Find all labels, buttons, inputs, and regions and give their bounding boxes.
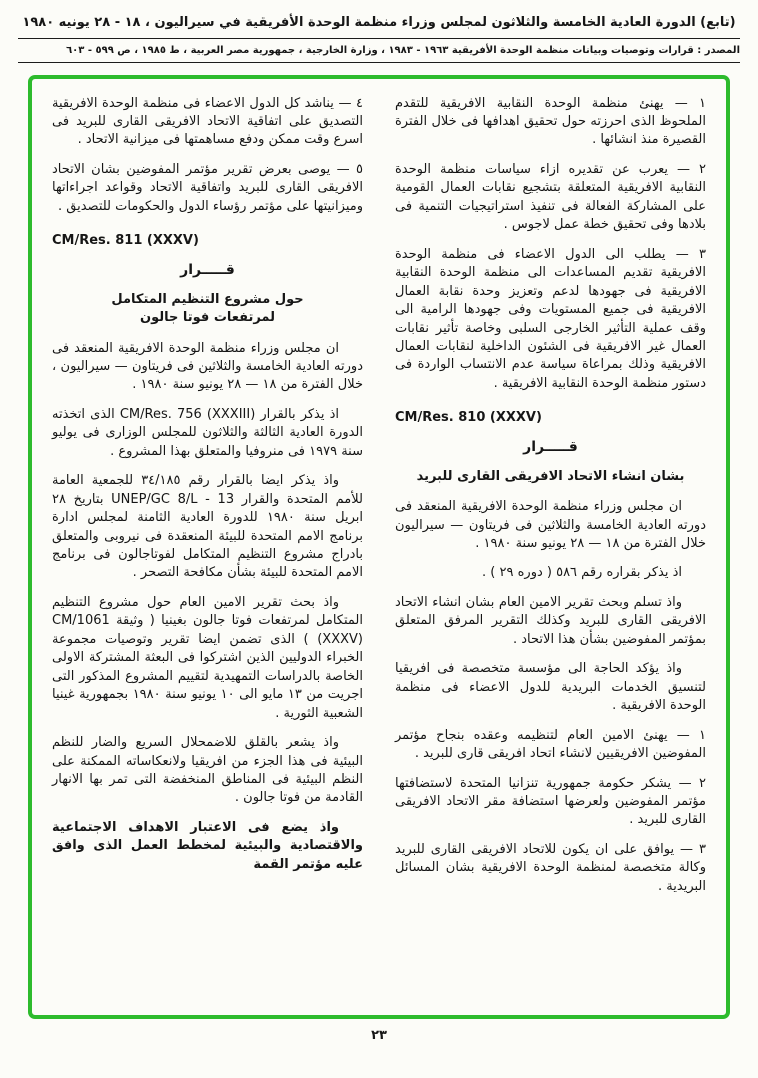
resolution-word: قـــــرار (523, 438, 578, 455)
column-left (52, 95, 363, 1007)
numbered-item-4: ٤ — يناشد كل الدول الاعضاء فى منظمة الوحدة الافريقية التصديق على اتفاقية الاتحاد الافريقى القارى للبريد فى اسرع وقت ممكن ودفع مساهمتها فى ميزانية الاتحاد . (52, 95, 363, 148)
paragraph: واذ بحث تقرير الامين العام حول مشروع التنظيم المتكامل لمرتفعات فوتا جالون بغينيا ( وثيقة CM/1061 (XXXV) ) الذى تضمن ايضا تقرير وتوصيات مجموعة الخبراء الدوليين الذين اشتركوا فى البعثة المشتركة الاولى الخاصة بالدراسات التمهيدية لتقييم المشروع المذكور التى اجريت من ١٣ مايو الى ١٠ يونيو سنة ١٩٨٠ بجمهورية غينيا الشعبية الثورية . (52, 594, 363, 721)
resolution-ref-810: CM/Res. 810 (XXXV) (395, 410, 542, 426)
paragraph: ان مجلس وزراء منظمة الوحدة الافريقية المنعقد فى دورته العادية الخامسة والثلاثين فى فريتاون — سيراليون ، خلال الفترة من ١٨ — ٢٨ يونيو سنة ١٩٨٠ . (52, 340, 363, 393)
paragraph: واذ يؤكد الحاجة الى مؤسسة متخصصة فى افريقيا لتنسيق الخدمات البريدية للدول الاعضاء فى منظمة الوحدة الافريقية . (395, 661, 706, 714)
paragraph-bold-lead: واذ يضع فى الاعتبار الاهداف الاجتماعية والاقتصادية والبيئية لمخطط العمل الذى وافق عليه مؤتمر القمة (52, 819, 363, 872)
header-divider-top (18, 38, 740, 39)
header-title: (تابع) الدورة العادية الخامسة والثلاثون لمجلس وزراء منظمة الوحدة الأفريقية في سيراليون ، ١٨ - ٢٨ يونيه ١٩٨٠ (22, 15, 736, 30)
page-header (0, 0, 758, 63)
column-right (395, 95, 706, 1007)
paragraph: ان مجلس وزراء منظمة الوحدة الافريقية المنعقد فى دورته العادية الخامسة والثلاثين فى فريتاون — سيراليون خلال الفترة من ١٨ — ٢٨ يونيو سنة ١٩٨٠ . (395, 499, 706, 552)
header-divider-bottom (18, 62, 740, 63)
numbered-item-5: ٥ — يوصى بعرض تقرير مؤتمر المفوضين بشان الاتحاد الافريقى القارى للبريد واتفاقية الاتحاد وقواعد اجراءاتها وميزانيتها على مؤتمر رؤساء الدول والحكومات للتصديق . (52, 161, 363, 214)
resolution-ref-811: CM/Res. 811 (XXXV) (52, 233, 199, 249)
resolution-811-title: حول مشروع التنظيم المتكامل لمرتفعات فوتا جالون (111, 291, 304, 326)
two-column-layout (52, 95, 706, 1007)
header-source-line: المصدر : قرارات وتوصيات وبيانات منظمة الوحدة الأفريقية ١٩٦٣ - ١٩٨٣ ، وزارة الخارجية ، جمهورية مصر العربية ، ط ١٩٨٥ ، ص ٥٩٩ - ٦٠٣ (66, 44, 740, 56)
numbered-item-2: ٢ — يعرب عن تقديره ازاء سياسات منظمة الوحدة النقابية الافريقية المتعلقة بتشجيع نقابات العمال القومية على المشاركة الفعالة فى تنفيذ استراتيجيات التنمية فى بلادها وفى تحقيق خطة عمل لاجوس . (395, 161, 706, 233)
resolution-810-title: بشان انشاء الاتحاد الافريقى القارى للبريد (416, 468, 685, 484)
paragraph: واذ يشعر بالقلق للاضمحلال السريع والضار للنظم البيئية فى هذا الجزء من افريقيا ولانعكاساته الممكنة على النظم البيئية فى المناطق المنخفضة التى تمر بها الانهار القادمة من فوتا جالون . (52, 735, 363, 806)
green-frame (28, 75, 730, 1019)
paragraph: اذ يذكر بقراره رقم ٥٨٦ ( دوره ٢٩ ) . (482, 565, 682, 581)
numbered-item-3b: ٣ — يوافق على ان يكون للاتحاد الافريقى القارى للبريد وكالة متخصصة لمنظمة الوحدة الافريقية بشان المسائل البريدية . (395, 841, 706, 894)
numbered-item-1b: ١ — يهنئ الامين العام لتنظيمه وعقده بنجاح مؤتمر المفوضين الافريقيين لانشاء اتحاد افريقى قارى للبريد . (395, 727, 706, 762)
paragraph: اذ يذكر بالقرار CM/Res. 756 (XXXIII) الذى اتخذته الدورة العادية الثالثة والثلاثون للمجلس الوزارى فى يوليو سنة ١٩٧٩ فى منروفيا والمتعلق بهذا المشروع . (52, 406, 363, 459)
paragraph: واذ تسلم وبحث تقرير الامين العام بشان انشاء الاتحاد الافريقى القارى للبريد وكذلك التقرير المرفق المتعلق بمؤتمر المفوضين بشأن هذا الاتحاد . (395, 594, 706, 647)
page-number: ٢٣ (371, 1027, 387, 1043)
paragraph: واذ يذكر ايضا بالقرار رقم ٣٤/١٨٥ للجمعية العامة للأمم المتحدة والقرار UNEP/GC 8/L - 13 بتاريخ ٢٨ ابريل سنة ١٩٨٠ للدورة العادية الثامنة لمجلس ادارة برنامج الامم المتحدة للبيئة المنعقدة فى نيروبى والمتعلق بادراج مشروع التنظيم المتكامل لفوتاجالون فى برنامج الامم المتحدة للبيئة بشأن مكافحة التصحر . (52, 473, 363, 581)
numbered-item-1: ١ — يهنئ منظمة الوحدة النقابية الافريقية للتقدم الملحوظ الذى احرزته حول تحقيق اهدافها فى خلال الفترة القصيرة منذ انشائها . (395, 95, 706, 148)
numbered-item-3: ٣ — يطلب الى الدول الاعضاء فى منظمة الوحدة الافريقية تقديم المساعدات الى منظمة الوحدة النقابية الافريقية فى جهودها لدعم وتعزيز وحدة نقابة العمال الافريقية فى جميع المستويات وفى جهودها الرامية الى وقف عملية التأثير الخارجى السلبى وخاصة تأثير نقابات العمال غير الافريقية فى الشئون الداخلية لنقابات العمال الافريقية وذلك بمراعاة سياسة عدم الانتساب الواردة فى دستور منظمة الوحدة النقابية الافريقية . (395, 246, 706, 391)
resolution-word: قـــــرار (180, 261, 235, 278)
numbered-item-2b: ٢ — يشكر حكومة جمهورية تنزانيا المتحدة لاستضافتها مؤتمر المفوضين ولعرضها استضافة مقر الاتحاد الافريقى القارى للبريد . (395, 775, 706, 828)
